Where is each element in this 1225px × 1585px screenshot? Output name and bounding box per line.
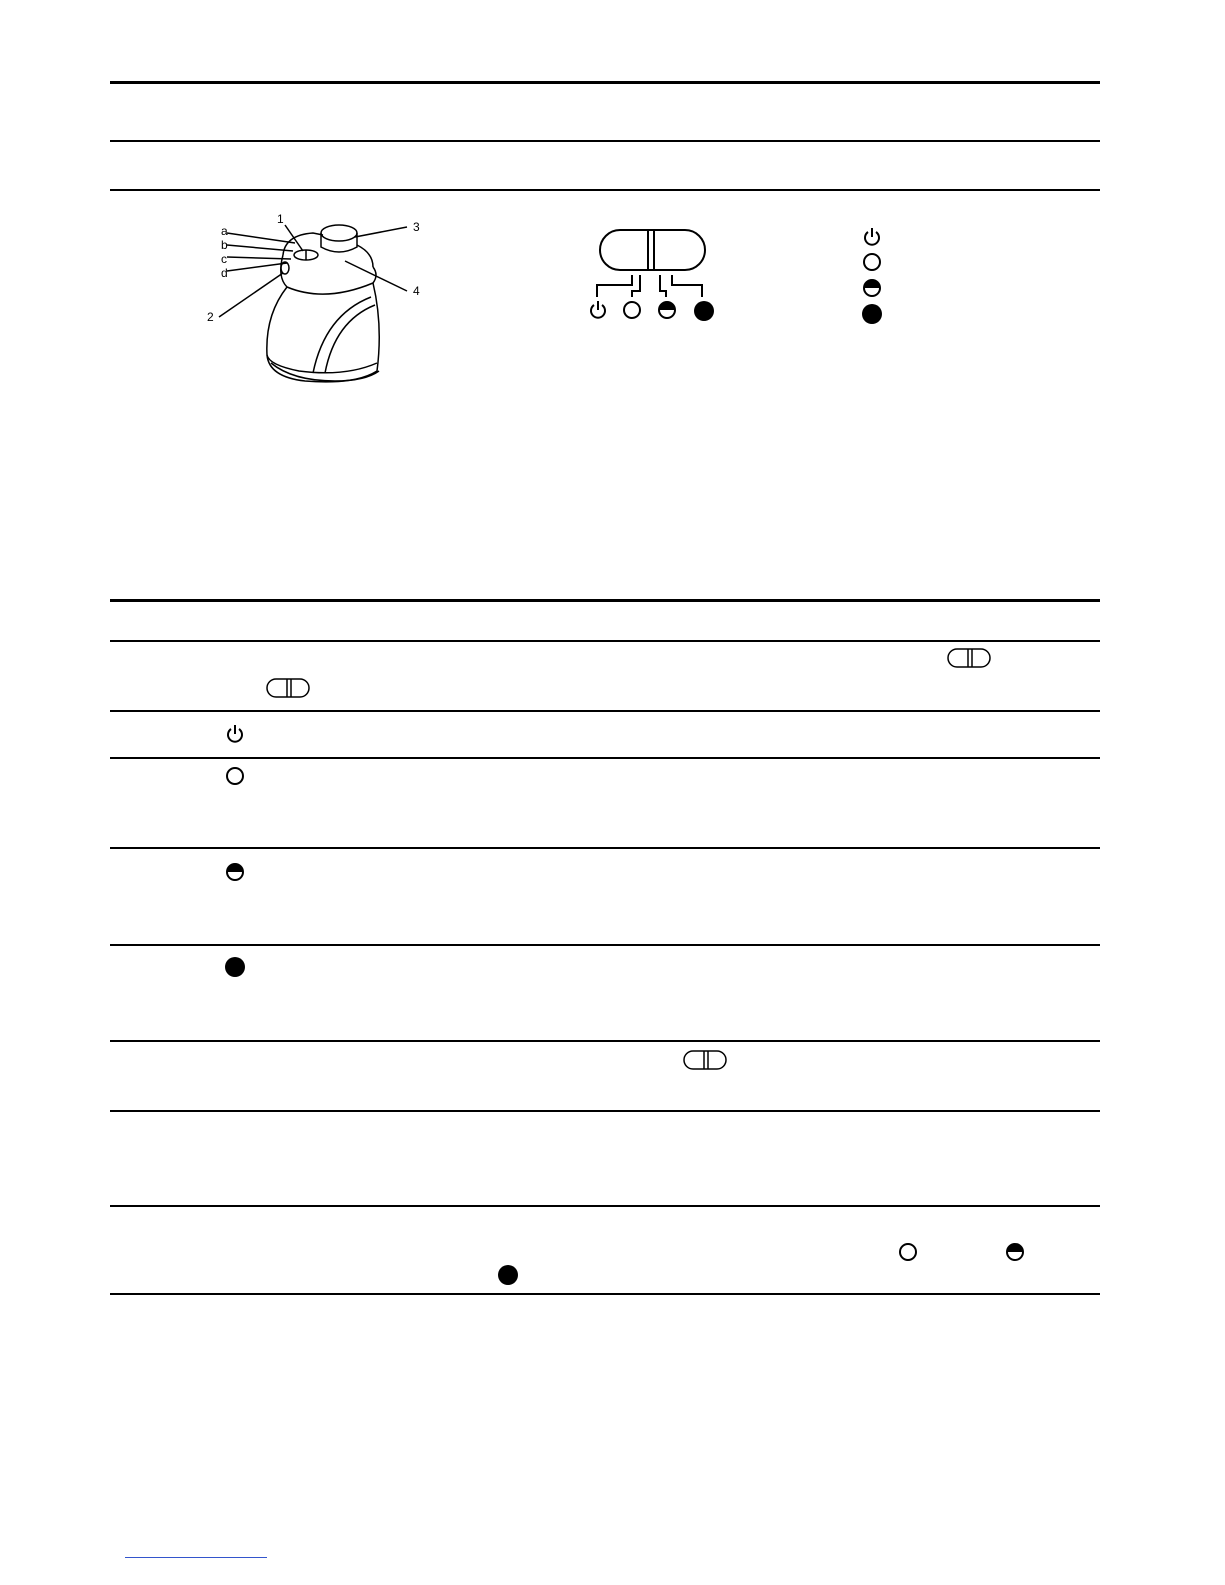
medium-icon	[1005, 1242, 1025, 1267]
table-row-rule	[110, 1205, 1100, 1207]
callout-a: a	[221, 224, 228, 238]
callout-c: c	[221, 252, 227, 266]
legend-standby-icon	[862, 226, 882, 251]
callout-d: d	[221, 266, 228, 280]
legend-low-icon	[862, 252, 882, 277]
table-header-rule	[110, 640, 1100, 642]
table-row-rule	[110, 710, 1100, 712]
panel-low-icon	[622, 300, 642, 325]
panel-high-icon	[693, 300, 715, 327]
high-icon	[497, 1264, 519, 1291]
panel-standby-icon	[588, 299, 608, 326]
switch-icon	[682, 1049, 728, 1076]
callout-1: 1	[277, 212, 284, 226]
footer-link-underline	[125, 1557, 267, 1558]
header-rule	[110, 140, 1100, 142]
high-icon	[224, 956, 246, 983]
medium-icon	[225, 862, 245, 887]
legend-high-icon	[861, 303, 883, 330]
callout-4: 4	[413, 284, 420, 298]
low-icon	[898, 1242, 918, 1267]
standby-icon	[225, 723, 245, 748]
callout-2: 2	[207, 310, 214, 324]
low-icon	[225, 766, 245, 791]
table-row-rule	[110, 847, 1100, 849]
figure-top-rule	[110, 189, 1100, 191]
switch-icon	[946, 647, 992, 674]
table-bottom-rule	[110, 1293, 1100, 1295]
legend-medium-icon	[862, 278, 882, 303]
top-rule	[110, 81, 1100, 84]
callout-b: b	[221, 238, 228, 252]
table-row-rule	[110, 1040, 1100, 1042]
humidifier-drawing	[195, 205, 445, 395]
panel-medium-icon	[657, 300, 677, 325]
table-row-rule	[110, 757, 1100, 759]
table-row-rule	[110, 944, 1100, 946]
table-top-rule	[110, 599, 1100, 602]
device-illustration	[195, 205, 445, 395]
callout-3: 3	[413, 220, 420, 234]
switch-icon	[265, 677, 311, 704]
table-row-rule	[110, 1110, 1100, 1112]
